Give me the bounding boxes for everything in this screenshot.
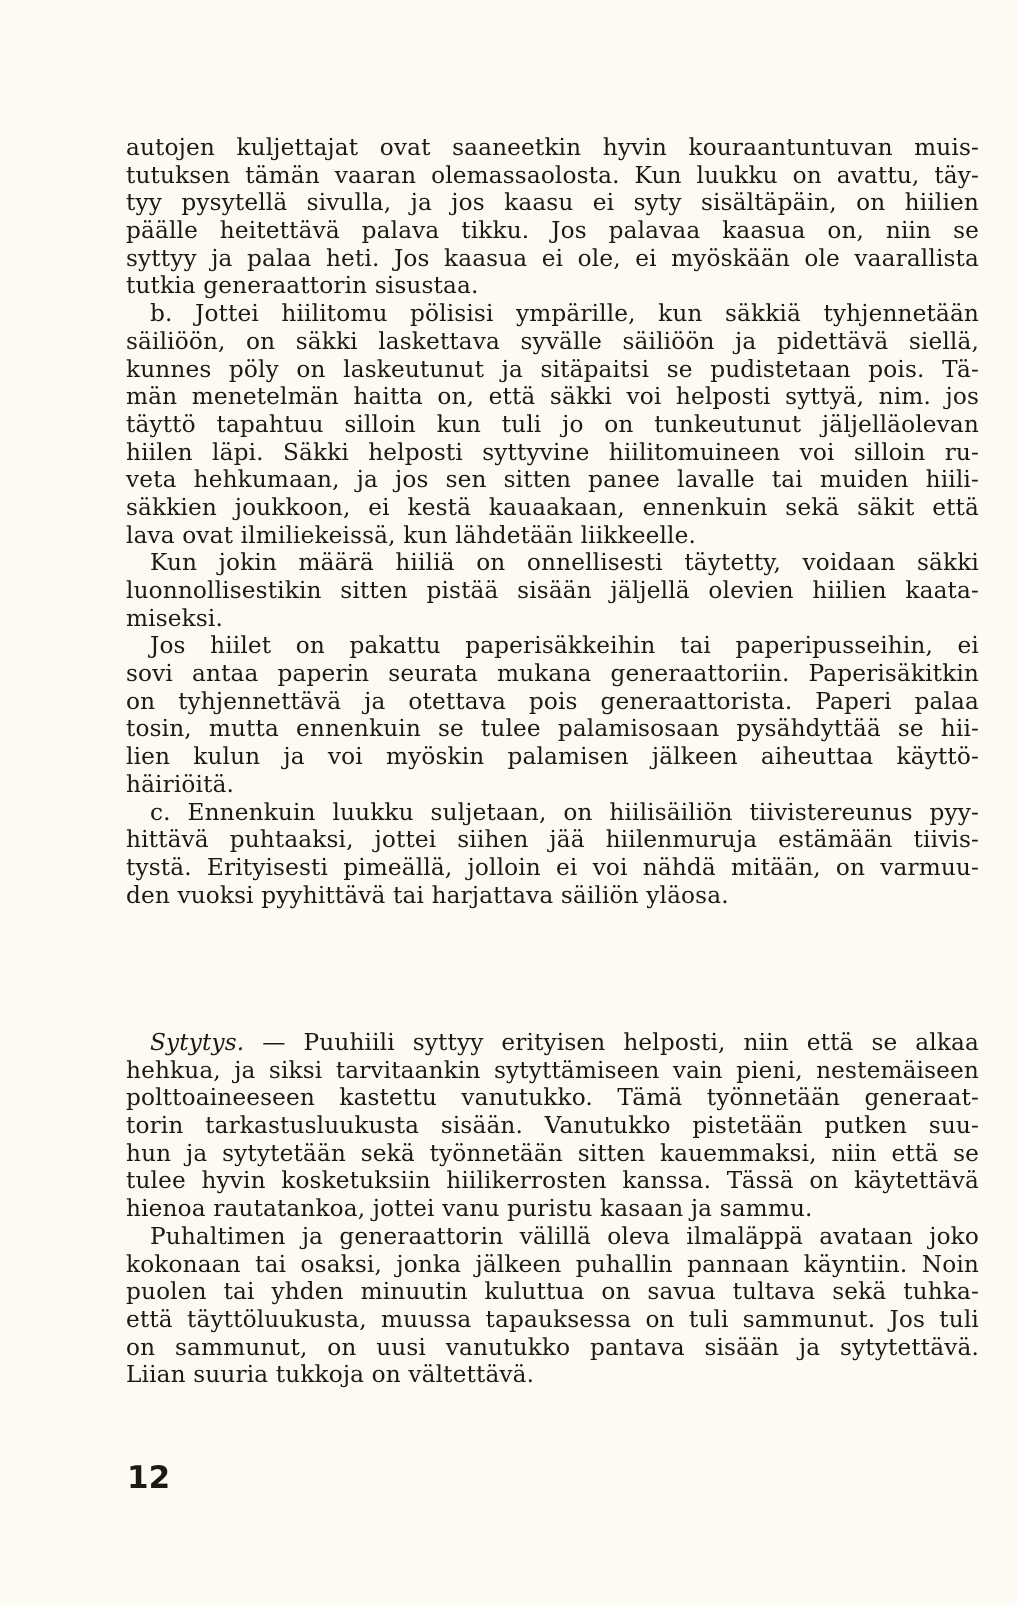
text-line: b. Jottei hiilitomu pölisisi ympärille, kun säkkiä tyhjennetään: [150, 300, 979, 328]
text-line: hun ja sytytetään sekä työnnetään sitten kauemmaksi, niin että se: [126, 1139, 979, 1167]
text-line: luonnollisestikin sitten pistää sisään jäljellä olevien hiilien kaata-: [126, 577, 979, 604]
text-line: päälle heitettävä palava tikku. Jos palavaa kaasua on, niin se: [126, 217, 979, 245]
text-line: c. Ennenkuin luukku suljetaan, on hiilisäiliön tiivistereunus pyy-: [150, 798, 979, 826]
text-line: kokonaan tai osaksi, jonka jälkeen puhallin pannaan käyntiin. Noin: [126, 1250, 979, 1278]
text-section-sytytys: [126, 1029, 979, 1389]
text-line: Kun jokin määrä hiiliä on onnellisesti täytetty, voidaan säkki: [150, 549, 979, 577]
text-line: lien kulun ja voi myöskin palamisen jälkeen aiheuttaa käyttö-: [126, 743, 979, 771]
text-section-upper: [126, 134, 979, 909]
text-line: hienoa rautatankoa, jottei vanu puristu kasaan ja sammu.: [126, 1195, 813, 1223]
text-line: häiriöitä.: [126, 770, 235, 798]
text-line: lava ovat ilmiliekeissä, kun lähdetään liikkeelle.: [126, 521, 696, 549]
text-line: Puhaltimen ja generaattorin välillä oleva ilmaläppä avataan joko: [150, 1222, 979, 1250]
text-line: on tyhjennettävä ja otettava pois generaattorista. Paperi palaa: [126, 687, 979, 715]
text-line: torin tarkastusluukusta sisään. Vanutukko pistetään putken suu-: [126, 1112, 979, 1140]
text-line: täyttö tapahtuu silloin kun tuli jo on tunkeutunut jäljelläolevan: [126, 410, 979, 438]
text-line: hehkua, ja siksi tarvitaankin sytyttämiseen vain pieni, nestemäiseen: [126, 1056, 979, 1084]
text-line: syttyy ja palaa heti. Jos kaasua ei ole, ei myöskään ole vaarallista: [126, 244, 979, 272]
text-line: säkkien joukkoon, ei kestä kauaakaan, ennenkuin sekä säkit että: [126, 493, 979, 521]
section-first-line: [126, 1029, 979, 1057]
text-line: Jos hiilet on pakattu paperisäkkeihin tai paperipusseihin, ei: [150, 632, 979, 660]
text-line: tosin, mutta ennenkuin se tulee palamisosaan pysähdyttää se hii-: [126, 715, 979, 743]
text-line: sovi antaa paperin seurata mukana generaattoriin. Paperisäkitkin: [126, 660, 979, 688]
text-line: puolen tai yhden minuutin kuluttua on savua tultava sekä tuhka-: [126, 1278, 979, 1306]
text-line: Liian suuria tukkoja on vältettävä.: [126, 1361, 535, 1389]
text-line: män menetelmän haitta on, että säkki voi helposti syttyä, nim. jos: [126, 383, 979, 411]
text-line: miseksi.: [126, 604, 223, 632]
text-line: autojen kuljettajat ovat saaneetkin hyvin kouraantuntuvan muis-: [126, 134, 979, 161]
text-line: tutuksen tämän vaaran olemassaolosta. Kun luukku on avattu, täy-: [126, 161, 979, 189]
text-line: on sammunut, on uusi vanutukko pantava sisään ja sytytettävä.: [126, 1333, 979, 1361]
text-line: tyy pysytellä sivulla, ja jos kaasu ei syty sisältäpäin, on hiilien: [126, 189, 979, 217]
text-line: hittävä puhtaaksi, jottei siihen jää hiilenmuruja estämään tiivis-: [126, 826, 979, 854]
text-line: den vuoksi pyyhittävä tai harjattava säiliön yläosa.: [126, 881, 729, 909]
text-line: tutkia generaattorin sisustaa.: [126, 272, 479, 300]
text-line: hiilen läpi. Säkki helposti syttyvine hiilitomuineen voi silloin ru-: [126, 438, 979, 466]
text-line: kunnes pöly on laskeutunut ja sitäpaitsi se pudistetaan pois. Tä-: [126, 355, 979, 383]
text-line: veta hehkumaan, ja jos sen sitten panee lavalle tai muiden hiili-: [126, 466, 979, 494]
text-line: polttoaineeseen kastettu vanutukko. Tämä työnnetään generaat-: [126, 1084, 979, 1112]
text-line: tystä. Erityisesti pimeällä, jolloin ei voi nähdä mitään, on varmuu-: [126, 853, 979, 881]
section-first-line-text: — Puuhiili syttyy erityisen helposti, niin että se alkaa: [262, 1029, 979, 1056]
text-line: tulee hyvin kosketuksiin hiilikerrosten kanssa. Tässä on käytettävä: [126, 1167, 979, 1195]
text-line: säiliöön, on säkki laskettava syvälle säiliöön ja pidettävä siellä,: [126, 327, 979, 355]
section-heading: Sytytys.: [150, 1029, 245, 1056]
page-number: 12: [127, 1460, 171, 1496]
text-line: että täyttöluukusta, muussa tapauksessa on tuli sammunut. Jos tuli: [126, 1305, 979, 1333]
